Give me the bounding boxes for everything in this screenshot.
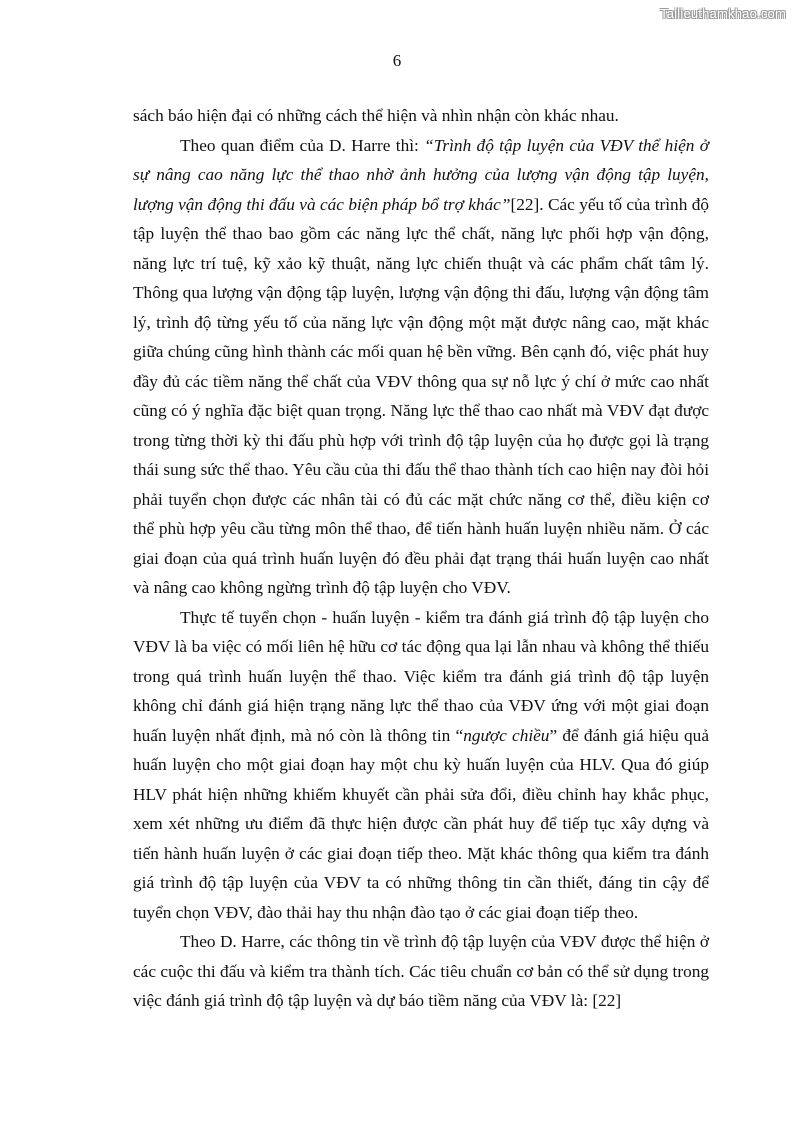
paragraph-2-rest: [22]. Các yếu tố của trình độ tập luyện thể thao bao gồm các năng lực thể chất, năng lực phối hợp vận động, năng lực trí tuệ, kỹ xảo kỹ thuật, năng lực chiến thuật và các phẩm chất tâm lý. Thông qua lượng vận động tập luyện, lượng vận động thi đấu, lượng vận động tâm lý, trình độ từng yếu tố của năng lực vận động một mặt được nâng cao, mặt khác giữa chúng cũng hình thành các mối quan hệ bền vững. Bên cạnh đó, việc phát huy đầy đủ các tiềm năng thể chất của VĐV thông qua sự nỗ lực ý chí ở mức cao nhất cũng có ý nghĩa đặc biệt quan trọng. Năng lực thể thao cao nhất mà VĐV đạt được trong từng thời kỳ thi đấu phù hợp với trình độ tập luyện của họ được gọi là trạng thái sung sức thể thao. Yêu cầu của thi đấu thể thao thành tích cao hiện nay đòi hỏi phải tuyển chọn được các nhân tài có đủ các mặt chức năng cơ thể, điều kiện cơ thể phù hợp yêu cầu từng môn thể thao, để tiến hành huấn luyện nhiều năm. Ở các giai đoạn của quá trình huấn luyện đó đều phải đạt trạng thái huấn luyện cao nhất và nâng cao không ngừng trình độ tập luyện cho VĐV. [133, 194, 709, 597]
paragraph-3-after: ” để đánh giá hiệu quả huấn luyện cho một giai đoạn hay một chu kỳ huấn luyện của HLV. Qua đó giúp HLV phát hiện những khiếm khuyết cần phải sửa đổi, điều chỉnh hay khắc phục, xem xét những ưu điểm đã thực hiện được cần phát huy để tiếp tục xây dựng và tiến hành huấn luyện ở các giai đoạn tiếp theo. Mặt khác thông qua kiểm tra đánh giá trình độ tập luyện của VĐV ta có những thông tin cần thiết, đáng tin cậy để tuyển chọn VĐV, đào thải hay thu nhận đào tạo ở các giai đoạn tiếp theo. [133, 725, 709, 922]
paragraph-3-before: Thực tế tuyển chọn - huấn luyện - kiểm tra đánh giá trình độ tập luyện cho VĐV là ba việc có mối liên hệ hữu cơ tác động qua lại lẫn nhau và không thể thiếu trong quá trình huấn luyện thể thao. Việc kiểm tra đánh giá trình độ tập luyện không chỉ đánh giá hiện trạng năng lực thể thao của VĐV ứng với một giai đoạn huấn luyện nhất định, mà nó còn là thông tin “ [133, 607, 709, 745]
paragraph-2-quote: “Trình độ tập luyện của VĐV thể hiện ở sự nâng cao năng lực thể thao nhờ ảnh hưởng của lượng vận động tập luyện, lượng vận động thi đấu và các biện pháp bổ trợ khác” [133, 135, 709, 214]
watermark: Tailieuthamkhao.com [660, 6, 786, 21]
paragraph-3-italic: ngược chiều [463, 725, 550, 745]
paragraph-4: Theo D. Harre, các thông tin về trình độ tập luyện của VĐV được thể hiện ở các cuộc thi đấu và kiểm tra thành tích. Các tiêu chuẩn cơ bản có thể sử dụng trong việc đánh giá trình độ tập luyện và dự báo tiềm năng của VĐV là: [22] [133, 932, 709, 1010]
paragraph-2-intro: Theo quan điểm của D. Harre thì: [180, 135, 425, 155]
paragraph-3 [133, 603, 709, 928]
paragraph-2 [133, 131, 709, 603]
paragraph-1: sách báo hiện đại có những cách thể hiện và nhìn nhận còn khác nhau. [133, 106, 619, 125]
document-body [133, 101, 709, 1016]
page-number: 6 [392, 51, 402, 70]
